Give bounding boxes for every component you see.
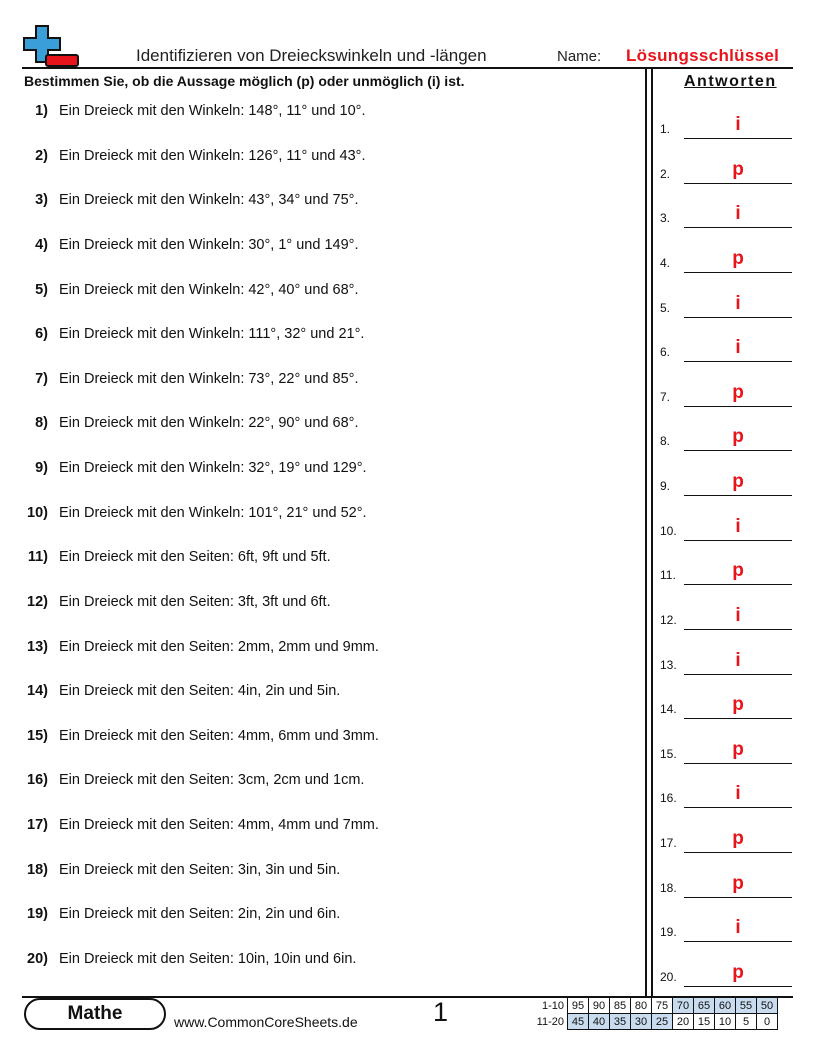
- question-number: 13): [27, 638, 48, 655]
- answer-line: [684, 763, 792, 764]
- answer-line: [684, 495, 792, 496]
- question-item: [22, 190, 642, 235]
- score-cell: 85: [610, 998, 631, 1014]
- answer-item: [660, 914, 795, 959]
- question-text: Ein Dreieck mit den Seiten: 2in, 2in und 6in.: [59, 906, 341, 923]
- question-item: [22, 547, 642, 592]
- instructions: Bestimmen Sie, ob die Aussage möglich (p) oder unmöglich (i) ist.: [24, 73, 465, 89]
- question-item: [22, 235, 642, 280]
- score-cell: 15: [694, 1014, 715, 1030]
- answer-line: [684, 807, 792, 808]
- question-item: [22, 146, 642, 191]
- question-item: [22, 280, 642, 325]
- score-cell: 50: [757, 998, 778, 1014]
- answer-key-label: Lösungsschlüssel: [626, 46, 780, 65]
- answer-value[interactable]: p: [732, 872, 744, 894]
- question-item: [22, 681, 642, 726]
- score-cell: 80: [631, 998, 652, 1014]
- question-text: Ein Dreieck mit den Seiten: 3ft, 3ft und 6ft.: [59, 593, 331, 610]
- question-number: 16): [27, 772, 48, 789]
- question-item: [22, 324, 642, 369]
- score-cell: 90: [589, 998, 610, 1014]
- answer-item: [660, 602, 795, 647]
- question-item: [22, 503, 642, 548]
- question-text: Ein Dreieck mit den Seiten: 10in, 10in und 6in.: [59, 950, 357, 967]
- answer-item: [660, 200, 795, 245]
- answer-value[interactable]: i: [735, 114, 741, 135]
- answer-item: [660, 111, 795, 156]
- answer-line: [684, 227, 792, 228]
- answer-value[interactable]: p: [732, 247, 744, 269]
- answer-number: 6.: [660, 345, 671, 360]
- answer-number: 18.: [660, 880, 677, 895]
- answer-line: [684, 138, 792, 139]
- score-table: [528, 997, 778, 1030]
- question-text: Ein Dreieck mit den Winkeln: 126°, 11° und 43°.: [59, 147, 366, 164]
- answer-item: [660, 513, 795, 558]
- question-item: [22, 726, 642, 771]
- answer-number: 1.: [660, 122, 671, 136]
- question-item: [22, 369, 642, 414]
- question-number: 8): [35, 415, 48, 432]
- question-number: 14): [27, 683, 48, 700]
- logo-icon: [22, 24, 80, 68]
- answer-number: 4.: [660, 255, 671, 270]
- name-label: Name:: [557, 48, 602, 65]
- answer-number: 13.: [660, 657, 677, 672]
- answer-line: [684, 361, 792, 362]
- answer-item: [660, 156, 795, 201]
- answer-item: [660, 379, 795, 424]
- answer-number: 9.: [660, 479, 671, 493]
- answer-number: 5.: [660, 300, 671, 315]
- answer-item: [660, 423, 795, 468]
- question-item: [22, 815, 642, 860]
- answer-line: [684, 406, 792, 407]
- answer-value[interactable]: p: [732, 560, 744, 582]
- question-text: Ein Dreieck mit den Winkeln: 101°, 21° und 52°.: [59, 504, 367, 521]
- question-text: Ein Dreieck mit den Winkeln: 30°, 1° und 149°.: [59, 236, 359, 253]
- answer-number: 20.: [660, 969, 677, 984]
- score-row: [528, 998, 778, 1014]
- question-text: Ein Dreieck mit den Winkeln: 43°, 34° und 75°.: [59, 192, 359, 209]
- answer-value[interactable]: p: [732, 426, 744, 448]
- question-text: Ein Dreieck mit den Seiten: 3cm, 2cm und 1cm.: [59, 772, 365, 789]
- answer-value[interactable]: i: [735, 203, 741, 225]
- question-number: 5): [35, 281, 48, 298]
- question-item: [22, 949, 642, 994]
- answer-value[interactable]: p: [732, 158, 744, 180]
- question-number: 3): [35, 192, 48, 209]
- answer-value[interactable]: p: [732, 381, 744, 403]
- answer-value[interactable]: i: [735, 604, 741, 626]
- question-number: 17): [27, 817, 48, 833]
- question-text: Ein Dreieck mit den Seiten: 6ft, 9ft und 5ft.: [59, 549, 331, 566]
- answer-line: [684, 718, 792, 719]
- answer-item: [660, 557, 795, 602]
- answer-value[interactable]: p: [732, 471, 744, 492]
- answer-line: [684, 540, 792, 541]
- question-number: 11): [27, 549, 48, 566]
- question-number: 18): [27, 861, 48, 878]
- answer-value[interactable]: i: [735, 292, 741, 314]
- question-number: 15): [27, 727, 48, 744]
- column-divider-left: [645, 69, 647, 996]
- answer-line: [684, 272, 792, 273]
- question-number: 6): [35, 326, 48, 343]
- score-cell: 5: [736, 1014, 757, 1030]
- score-cell: 70: [673, 998, 694, 1014]
- score-cell: 45: [568, 1014, 589, 1030]
- score-row: [528, 1014, 778, 1030]
- answer-item: [660, 245, 795, 290]
- question-text: Ein Dreieck mit den Seiten: 3in, 3in und 5in.: [59, 861, 341, 878]
- answer-item: [660, 334, 795, 379]
- answer-line: [684, 674, 792, 675]
- question-text: Ein Dreieck mit den Winkeln: 148°, 11° und 10°.: [59, 103, 366, 119]
- answer-item: [660, 870, 795, 915]
- answer-number: 2.: [660, 166, 671, 181]
- question-item: [22, 101, 642, 146]
- answer-line: [684, 897, 792, 898]
- answer-number: 11.: [660, 568, 676, 583]
- question-number: 1): [35, 103, 48, 119]
- answer-number: 12.: [660, 612, 677, 627]
- answer-item: [660, 736, 795, 781]
- score-cell: 0: [757, 1014, 778, 1030]
- question-text: Ein Dreieck mit den Seiten: 4mm, 4mm und 7mm.: [59, 817, 379, 833]
- answer-value[interactable]: p: [732, 738, 744, 760]
- answer-value[interactable]: p: [732, 961, 744, 983]
- score-cell: 25: [652, 1014, 673, 1030]
- question-text: Ein Dreieck mit den Winkeln: 22°, 90° und 68°.: [59, 415, 359, 432]
- question-number: 4): [35, 236, 48, 253]
- question-item: [22, 458, 642, 503]
- score-row-label: 11-20: [536, 1015, 564, 1028]
- answer-value[interactable]: i: [735, 917, 741, 939]
- answer-number: 7.: [660, 389, 671, 404]
- answer-line: [684, 317, 792, 318]
- question-number: 10): [27, 504, 48, 521]
- score-cell: 20: [673, 1014, 694, 1030]
- answer-number: 15.: [660, 746, 677, 761]
- question-number: 2): [35, 147, 48, 164]
- question-item: [22, 860, 642, 905]
- answer-number: 19.: [660, 925, 677, 940]
- question-item: [22, 637, 642, 682]
- answers-title: Antworten: [684, 73, 777, 90]
- answer-line: [684, 941, 792, 942]
- answer-line: [684, 183, 792, 184]
- question-item: [22, 904, 642, 949]
- answer-list: [660, 111, 795, 1004]
- question-number: 7): [35, 370, 48, 387]
- question-text: Ein Dreieck mit den Seiten: 2mm, 2mm und 9mm.: [59, 638, 379, 655]
- answer-line: [684, 450, 792, 451]
- answer-item: [660, 647, 795, 692]
- site-url[interactable]: www.CommonCoreSheets.de: [174, 1014, 358, 1030]
- question-number: 19): [27, 906, 48, 923]
- answer-value[interactable]: i: [735, 649, 741, 671]
- brand-badge: Mathe: [24, 998, 166, 1030]
- answer-number: 16.: [660, 791, 677, 806]
- answer-value[interactable]: i: [735, 515, 741, 537]
- score-cell: 65: [694, 998, 715, 1014]
- answer-value[interactable]: i: [735, 783, 741, 805]
- column-divider-right: [651, 69, 653, 996]
- answer-item: [660, 780, 795, 825]
- answer-item: [660, 468, 795, 513]
- score-cell: 55: [736, 998, 757, 1014]
- answer-value[interactable]: p: [732, 694, 744, 716]
- question-item: [22, 770, 642, 815]
- answer-line: [684, 629, 792, 630]
- answer-item: [660, 825, 795, 870]
- answer-number: 8.: [660, 434, 671, 449]
- question-item: [22, 413, 642, 458]
- answer-line: [684, 852, 792, 853]
- answer-line: [684, 584, 792, 585]
- header-divider: [22, 67, 793, 69]
- score-cell: 95: [568, 998, 589, 1014]
- question-text: Ein Dreieck mit den Winkeln: 73°, 22° und 85°.: [59, 370, 359, 387]
- question-text: Ein Dreieck mit den Winkeln: 111°, 32° und 21°.: [59, 326, 365, 343]
- answer-item: [660, 290, 795, 335]
- answer-item: [660, 691, 795, 736]
- score-cell: 40: [589, 1014, 610, 1030]
- score-cell: 10: [715, 1014, 736, 1030]
- question-text: Ein Dreieck mit den Winkeln: 42°, 40° und 68°.: [59, 281, 359, 298]
- question-text: Ein Dreieck mit den Winkeln: 32°, 19° und 129°.: [59, 460, 367, 476]
- question-number: 12): [27, 593, 48, 610]
- score-cell: 35: [610, 1014, 631, 1030]
- score-cell: 75: [652, 998, 673, 1014]
- question-number: 20): [27, 950, 48, 967]
- answer-number: 14.: [660, 702, 677, 717]
- question-text: Ein Dreieck mit den Seiten: 4mm, 6mm und 3mm.: [59, 727, 379, 744]
- page-number: 1: [433, 997, 449, 1027]
- question-number: 9): [35, 460, 48, 476]
- worksheet-title: Identifizieren von Dreieckswinkeln und -längen: [136, 46, 487, 65]
- answer-value[interactable]: p: [732, 828, 744, 849]
- answer-number: 10.: [660, 523, 677, 538]
- answer-number: 17.: [660, 836, 677, 850]
- score-row-label: 1-10: [541, 999, 564, 1012]
- answer-line: [684, 986, 792, 987]
- answer-value[interactable]: i: [735, 337, 741, 359]
- question-item: [22, 592, 642, 637]
- question-list: [22, 101, 642, 994]
- question-text: Ein Dreieck mit den Seiten: 4in, 2in und 5in.: [59, 683, 341, 700]
- score-cell: 60: [715, 998, 736, 1014]
- score-cell: 30: [631, 1014, 652, 1030]
- answer-number: 3.: [660, 211, 671, 226]
